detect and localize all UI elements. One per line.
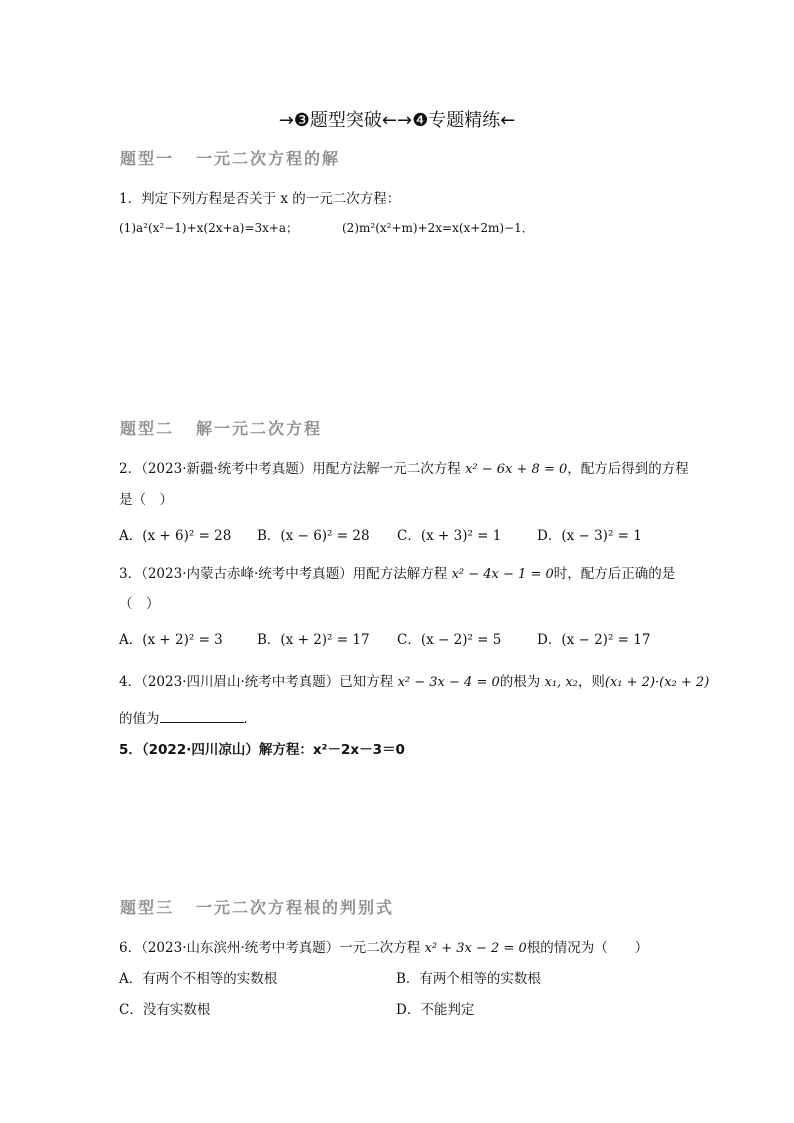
question-2-stem-b: ，配方后得到的方程 (567, 461, 689, 477)
question-3-stem-b: 时，配方后正确的是 (553, 566, 676, 582)
answer-blank[interactable] (160, 710, 244, 723)
section-label: 题型三 (120, 898, 175, 917)
question-2-stem-continued: 是（ ） (119, 492, 173, 508)
section-name: 一元二次方程根的判别式 (196, 898, 395, 917)
question-6-option-a[interactable]: A．有两个不相等的实数根 (119, 971, 278, 987)
section-heading-1 (120, 146, 340, 169)
question-6-equation: x² + 3x − 2 = 0 (424, 941, 527, 956)
question-4-stem-d: 的值为 (119, 711, 160, 727)
question-6-stem-a: 6．（2023·山东滨州·统考中考真题）一元二次方程 (119, 940, 421, 956)
page-title: →❸题型突破←→❹专题精练← (278, 110, 516, 131)
question-4-stem-b: 的根为 (499, 674, 541, 690)
question-4-stem-e: ． (243, 711, 257, 727)
section-heading-2 (120, 416, 322, 439)
section-label: 题型一 (120, 149, 175, 168)
question-2-option-d[interactable]: D．(x − 3)² = 1 (537, 528, 642, 544)
question-4-expression: (x₁ + 2)·(x₂ + 2) (604, 675, 710, 690)
question-2-stem (119, 457, 689, 477)
question-6-stem (119, 936, 648, 956)
question-2-stem-a: 2．（2023·新疆·统考中考真题）用配方法解一元二次方程 (119, 461, 461, 477)
question-3-stem (119, 562, 675, 582)
question-4-stem (119, 670, 709, 690)
question-3-option-d[interactable]: D．(x − 2)² = 17 (537, 632, 651, 648)
section-heading-3 (120, 895, 394, 918)
question-4-roots: x₁, x₂ (544, 675, 578, 690)
question-4-stem-a: 4．（2023·四川眉山·统考中考真题）已知方程 (119, 674, 394, 690)
question-2-option-c[interactable]: C．(x + 3)² = 1 (397, 528, 502, 544)
question-3-equation: x² − 4x − 1 = 0 (451, 567, 554, 582)
question-6-option-c[interactable]: C．没有实数根 (119, 1002, 211, 1018)
question-6-option-d[interactable]: D．不能判定 (396, 1002, 475, 1018)
question-1-part-2: (2)m²(x²+m)+2x=x(x+2m)−1． (342, 221, 534, 235)
question-3-option-b[interactable]: B．(x + 2)² = 17 (257, 632, 370, 648)
question-1-part-1: (1)a²(x²−1)+x(2x+a)=3x+a； (119, 221, 299, 235)
question-6-option-b[interactable]: B．有两个相等的实数根 (396, 971, 541, 987)
question-2-option-a[interactable]: A．(x + 6)² = 28 (119, 528, 232, 544)
question-3-option-a[interactable]: A．(x + 2)² = 3 (119, 632, 223, 648)
section-name: 解一元二次方程 (196, 419, 323, 438)
section-name: 一元二次方程的解 (196, 149, 341, 168)
question-5-stem: 5．（2022·四川凉山）解方程：x²－2x－3＝0 (119, 742, 405, 758)
question-3-stem-a: 3．（2023·内蒙古赤峰·统考中考真题）用配方法解方程 (119, 566, 448, 582)
section-label: 题型二 (120, 419, 175, 438)
question-4-line-2 (119, 707, 257, 727)
question-2-option-b[interactable]: B．(x − 6)² = 28 (257, 528, 370, 544)
question-2-equation: x² − 6x + 8 = 0 (465, 462, 568, 477)
question-1-stem: 1．判定下列方程是否关于 x 的一元二次方程： (119, 191, 401, 207)
question-4-stem-c: ，则 (577, 674, 605, 690)
question-4-equation: x² − 3x − 4 = 0 (397, 675, 500, 690)
question-3-option-c[interactable]: C．(x − 2)² = 5 (397, 632, 502, 648)
question-3-stem-continued: （ ） (119, 596, 160, 612)
question-6-stem-b: 根的情况为（ ） (526, 940, 649, 956)
